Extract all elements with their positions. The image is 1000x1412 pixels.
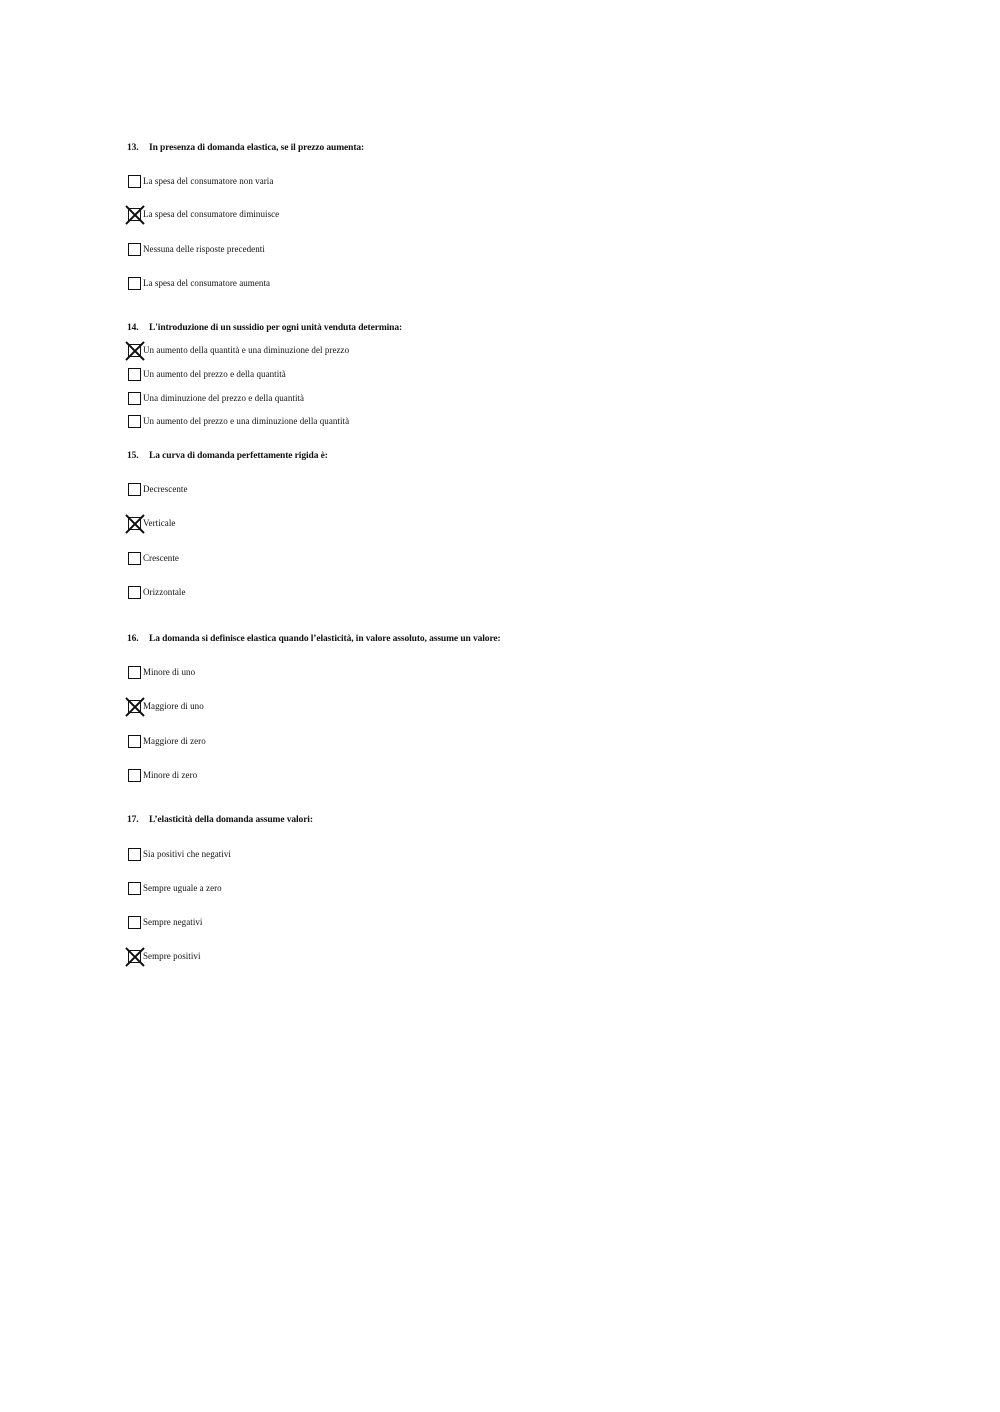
question-number: 14. — [127, 323, 139, 333]
question-text: La domanda si definisce elastica quando l’elasticità, in valore assoluto, assume un valore: — [149, 634, 501, 644]
option-label: Minore di uno — [143, 667, 196, 677]
question-text: L'introduzione di un sussidio per ogni unità venduta determina: — [149, 323, 403, 333]
question-17-title — [127, 815, 313, 825]
option-label: Orizzontale — [143, 587, 186, 597]
checkbox[interactable] — [128, 882, 141, 895]
checkbox[interactable] — [128, 848, 141, 861]
option-label: Nessuna delle risposte precedenti — [143, 244, 265, 254]
checkbox-checked[interactable] — [128, 950, 141, 963]
option-label: Maggiore di zero — [143, 736, 206, 746]
checkbox[interactable] — [128, 392, 141, 405]
option-label: Un aumento del prezzo e della quantità — [143, 369, 286, 379]
option-label: Un aumento del prezzo e una diminuzione della quantità — [143, 416, 350, 426]
option-label: Un aumento della quantità e una diminuzione del prezzo — [143, 345, 350, 355]
question-number: 17. — [127, 815, 139, 825]
question-15-title — [127, 451, 328, 461]
option-label: La spesa del consumatore aumenta — [143, 278, 271, 288]
question-text: In presenza di domanda elastica, se il prezzo aumenta: — [149, 143, 365, 153]
cross-mark-icon — [125, 697, 145, 717]
option-label: Una diminuzione del prezzo e della quantità — [143, 393, 305, 403]
question-text: L’elasticità della domanda assume valori: — [149, 815, 313, 825]
question-14-title — [127, 323, 402, 333]
option-label: Decrescente — [143, 484, 188, 494]
question-number: 16. — [127, 634, 139, 644]
option-label: Sempre positivi — [143, 951, 201, 961]
question-13-title — [127, 143, 364, 153]
checkbox-checked[interactable] — [128, 700, 141, 713]
checkbox[interactable] — [128, 175, 141, 188]
option-label: La spesa del consumatore non varia — [143, 176, 274, 186]
checkbox[interactable] — [128, 769, 141, 782]
question-number: 15. — [127, 451, 139, 461]
checkbox[interactable] — [128, 243, 141, 256]
option-label: Sempre uguale a zero — [143, 883, 222, 893]
checkbox[interactable] — [128, 483, 141, 496]
checkbox-checked[interactable] — [128, 208, 141, 221]
cross-mark-icon — [125, 514, 145, 534]
cross-mark-icon — [125, 947, 145, 967]
checkbox[interactable] — [128, 916, 141, 929]
cross-mark-icon — [125, 341, 145, 361]
checkbox[interactable] — [128, 666, 141, 679]
cross-mark-icon — [125, 205, 145, 225]
option-label: Minore di zero — [143, 770, 198, 780]
question-number: 13. — [127, 143, 139, 153]
option-label: Maggiore di uno — [143, 701, 204, 711]
option-label: Verticale — [143, 518, 176, 528]
option-label: Crescente — [143, 553, 179, 563]
option-label: Sia positivi che negativi — [143, 849, 231, 859]
checkbox-checked[interactable] — [128, 517, 141, 530]
checkbox[interactable] — [128, 552, 141, 565]
question-text: La curva di domanda perfettamente rigida è: — [149, 451, 328, 461]
option-label: Sempre negativi — [143, 917, 203, 927]
checkbox[interactable] — [128, 586, 141, 599]
checkbox[interactable] — [128, 735, 141, 748]
checkbox[interactable] — [128, 368, 141, 381]
option-label: La spesa del consumatore diminuisce — [143, 209, 280, 219]
checkbox[interactable] — [128, 415, 141, 428]
question-16-title — [127, 634, 501, 644]
checkbox[interactable] — [128, 277, 141, 290]
checkbox-checked[interactable] — [128, 344, 141, 357]
